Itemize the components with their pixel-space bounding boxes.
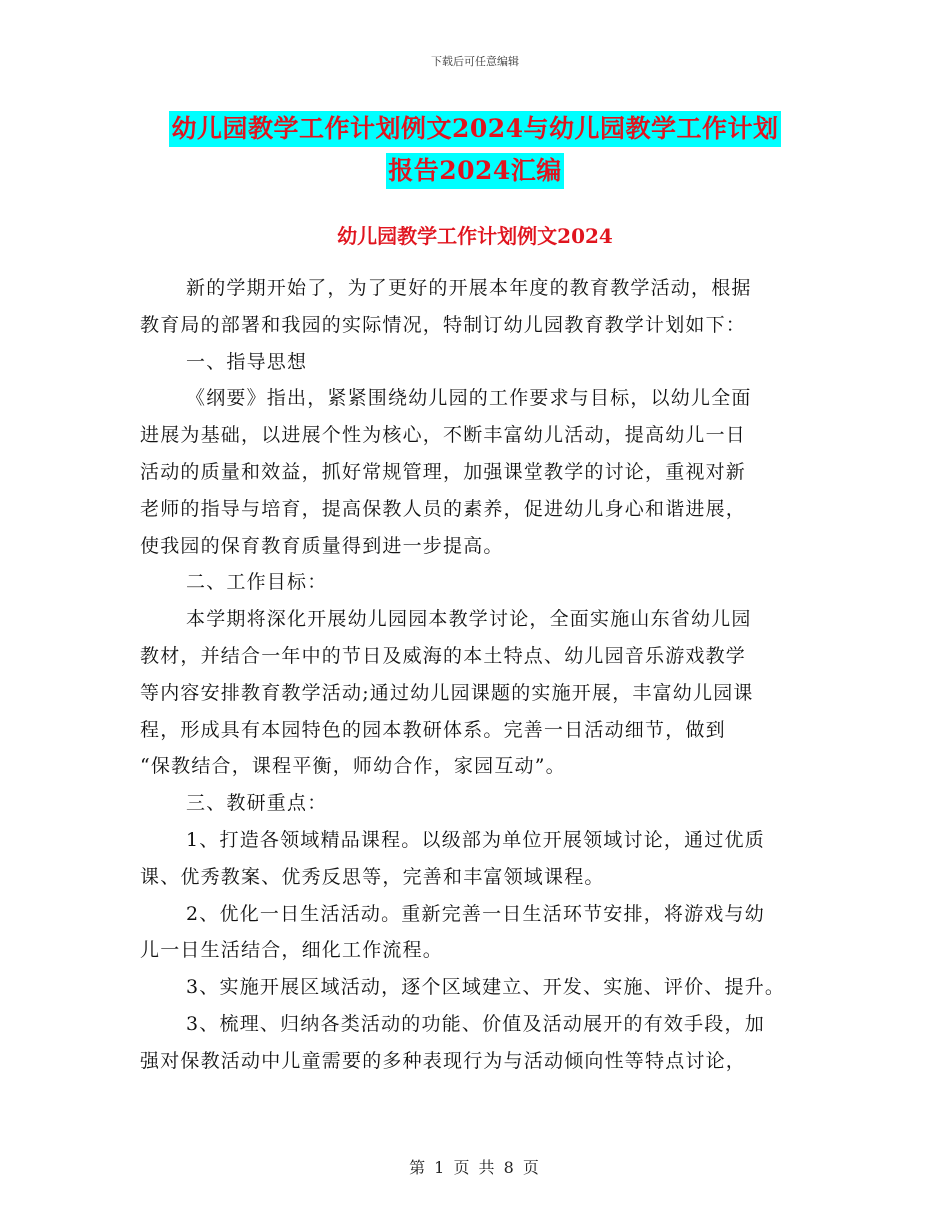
paragraph-line: 等内容安排教育教学活动;通过幼儿园课题的实施开展，丰富幼儿园课	[140, 681, 754, 704]
paragraph-line: 本学期将深化开展幼儿园园本教学讨论，全面实施山东省幼儿园	[186, 608, 752, 631]
paragraph-line: 强对保教活动中儿童需要的多种表现行为与活动倾向性等特点讨论，	[140, 1049, 747, 1072]
paragraph-line: 1、打造各领域精品课程。以级部为单位开展领域讨论，通过优质	[186, 828, 765, 851]
paragraph-line: 教材，并结合一年中的节日及威海的本土特点、幼儿园音乐游戏教学	[140, 644, 747, 667]
paragraph-line: 程，形成具有本园特色的园本教研体系。完善一日活动细节，做到	[140, 718, 726, 741]
page-header: 下载后可任意编辑	[431, 55, 519, 68]
paragraph-line: 新的学期开始了，为了更好的开展本年度的教育教学活动，根据	[186, 277, 752, 299]
heading-line: 二、工作目标：	[186, 571, 328, 594]
title-line-2: 报告2024汇编	[386, 153, 564, 189]
paragraph-line: 3、梳理、归纳各类活动的功能、价值及活动展开的有效手段，加	[186, 1012, 765, 1035]
document-title	[0, 111, 950, 189]
document-body	[140, 270, 830, 1080]
paragraph-line: 2、优化一日生活活动。重新完善一日生活环节安排，将游戏与幼	[186, 902, 765, 925]
page-footer: 第 1 页 共 8 页	[409, 1158, 541, 1177]
paragraph-line: “保教结合，课程平衡，师幼合作，家园互动”。	[140, 755, 566, 778]
paragraph-line: 儿一日生活结合，细化工作流程。	[140, 939, 444, 962]
paragraph-line: 3、实施开展区域活动，逐个区域建立、开发、实施、评价、提升。	[186, 976, 786, 999]
paragraph-line: 《纲要》指出，紧紧围绕幼儿园的工作要求与目标，以幼儿全面	[186, 387, 752, 410]
title-line-1: 幼儿园教学工作计划例文2024与幼儿园教学工作计划	[169, 111, 780, 147]
heading-line: 一、指导思想	[186, 350, 308, 373]
paragraph-line: 课、优秀教案、优秀反思等，完善和丰富领域课程。	[140, 865, 605, 888]
paragraph-line: 教育局的部署和我园的实际情况，特制订幼儿园教育教学计划如下：	[140, 313, 747, 336]
paragraph-line: 活动的质量和效益，抓好常规管理，加强课堂教学的讨论，重视对新	[140, 460, 747, 483]
heading-line: 三、教研重点：	[186, 792, 328, 815]
paragraph-line: 进展为基础，以进展个性为核心，不断丰富幼儿活动，提高幼儿一日	[140, 424, 747, 447]
section-title: 幼儿园教学工作计划例文2024	[337, 224, 613, 248]
paragraph-line: 使我园的保育教育质量得到进一步提高。	[140, 534, 504, 557]
paragraph-line: 老师的指导与培育，提高保教人员的素养，促进幼儿身心和谐进展，	[140, 497, 747, 520]
